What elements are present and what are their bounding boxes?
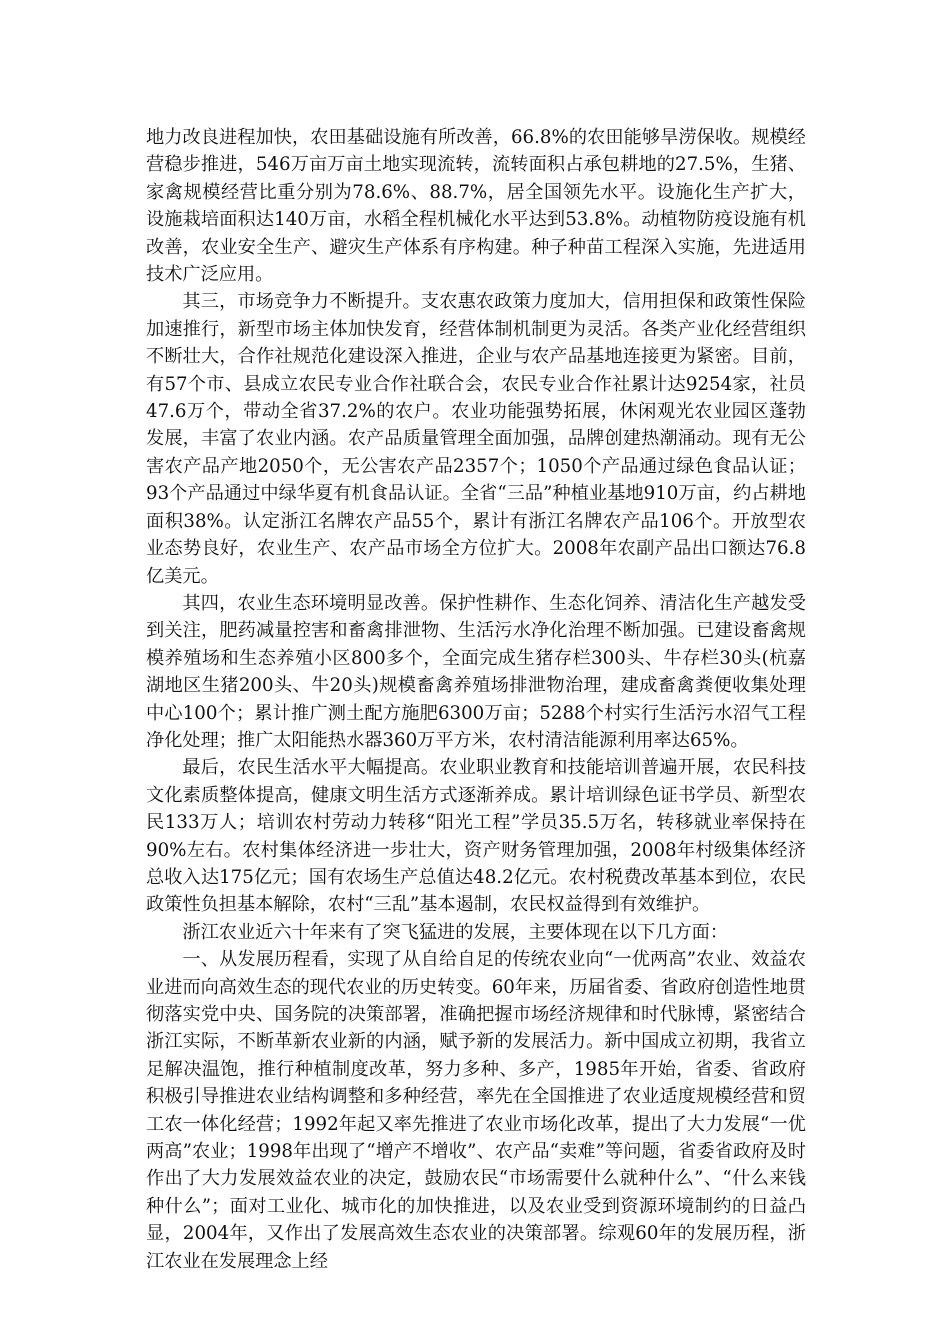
paragraph-market-competitiveness: 其三，市场竞争力不断提升。支农惠农政策力度加大，信用担保和政策性保险加速推行，新型市场主体加快发育，经营体制机制更为灵活。各类产业化经营组织不断壮大，合作社规范化建设深入推进，企业与农产品基地连接更为紧密。目前，有57个市、县成立农民专业合作社联合会，农民专业合作社累计达9254家，社员47.6万个，带动全省37.2%的农户。农业功能强势拓展，休闲观光农业园区蓬勃发展，丰富了农业内涵。农产品质量管理全面加强，品牌创建热潮涌动。现有无公害农产品产地2050个，无公害农产品2357个；1050个产品通过绿色食品认证；93个产品通过中绿华夏有机食品认证。全省“三品”种植业基地910万亩，约占耕地面积38%。认定浙江名牌农产品55个，累计有浙江名牌农产品106个。开放型农业态势良好，农业生产、农产品市场全方位扩大。2008年农副产品出口额达76.8亿美元。 xyxy=(146,291,806,587)
paragraph-ecological-environment: 其四，农业生态环境明显改善。保护性耕作、生态化饲养、清洁化生产越发受到关注，肥药减量控害和畜禽排泄物、生活污水净化治理不断加强。已建设畜禽规模养殖场和生态养殖小区800多个，全面完成生猪存栏300头、牛存栏30头(杭嘉湖地区生猪200头、牛20头)规模畜禽养殖场排泄物治理，建成畜禽粪便收集处理中心100个；累计推广测土配方施肥6300万亩；5288个村实行生活污水沼气工程净化处理；推广太阳能热水器360万平方米，农村清洁能源利用率达65%。 xyxy=(146,592,806,751)
paragraph-farmer-living-standard: 最后，农民生活水平大幅提高。农业职业教育和技能培训普遍开展，农民科技文化素质整体提高，健康文明生活方式逐渐养成。累计培训绿色证书学员、新型农民133万人；培训农村劳动力转移“阳光工程”学员35.5万名，转移就业率保持在90%左右。农村集体经济进一步壮大，资产财务管理加强，2008年村级集体经济总收入达175亿元；国有农场生产总值达48.2亿元。农村税费改革基本到位，农民政策性负担基本解除，农村“三乱”基本遏制，农民权益得到有效维护。 xyxy=(146,757,806,916)
paragraph-development-history: 一、从发展历程看，实现了从自给自足的传统农业向“一优两高”农业、效益农业进而向高效生态的现代农业的历史转变。60年来，历届省委、省政府创造性地贯彻落实党中央、国务院的决策部署，准确把握市场经济规律和时代脉博，紧密结合浙江实际，不断革新农业新的内涵，赋予新的发展活力。新中国成立初期，我省立足解决温饱，推行种植制度改革，努力多种、多产，1985年开始，省委、省政府积极引导推进农业结构调整和多种经营，率先在全国推进了农业适度规模经营和贸工农一体化经营；1992年起又率先推进了农业市场化改革，提出了大力发展“一优两高”农业；1998年出现了“增产不增收”、农产品“卖难”等问题，省委省政府及时作出了大力发展效益农业的决定，鼓励农民“市场需要什么就种什么”、“什么来钱种什么”；面对工业化、城市化的加快推进，以及农业受到资源环境制约的日益凸显，2004年，又作出了发展高效生态农业的决策部署。综观60年的发展历程，浙江农业在发展理念上经 xyxy=(146,949,806,1272)
paragraph-development-intro: 浙江农业近六十年来有了突飞猛进的发展，主要体现在以下几方面： xyxy=(182,921,729,943)
paragraph-land-improvement: 地力改良进程加快，农田基础设施有所改善，66.8%的农田能够旱涝保收。规模经营稳步推进，546万亩万亩土地实现流转，流转面积占承包耕地的27.5%，生猪、家禽规模经营比重分别为78.6%、88.7%，居全国领先水平。设施化生产扩大，设施栽培面积达140万亩，水稻全程机械化水平达到53.8%。动植物防疫设施有机改善，农业安全生产、避灾生产体系有序构建。种子种苗工程深入实施，先进适用技术广泛应用。 xyxy=(146,127,806,286)
document-body xyxy=(146,124,806,1275)
